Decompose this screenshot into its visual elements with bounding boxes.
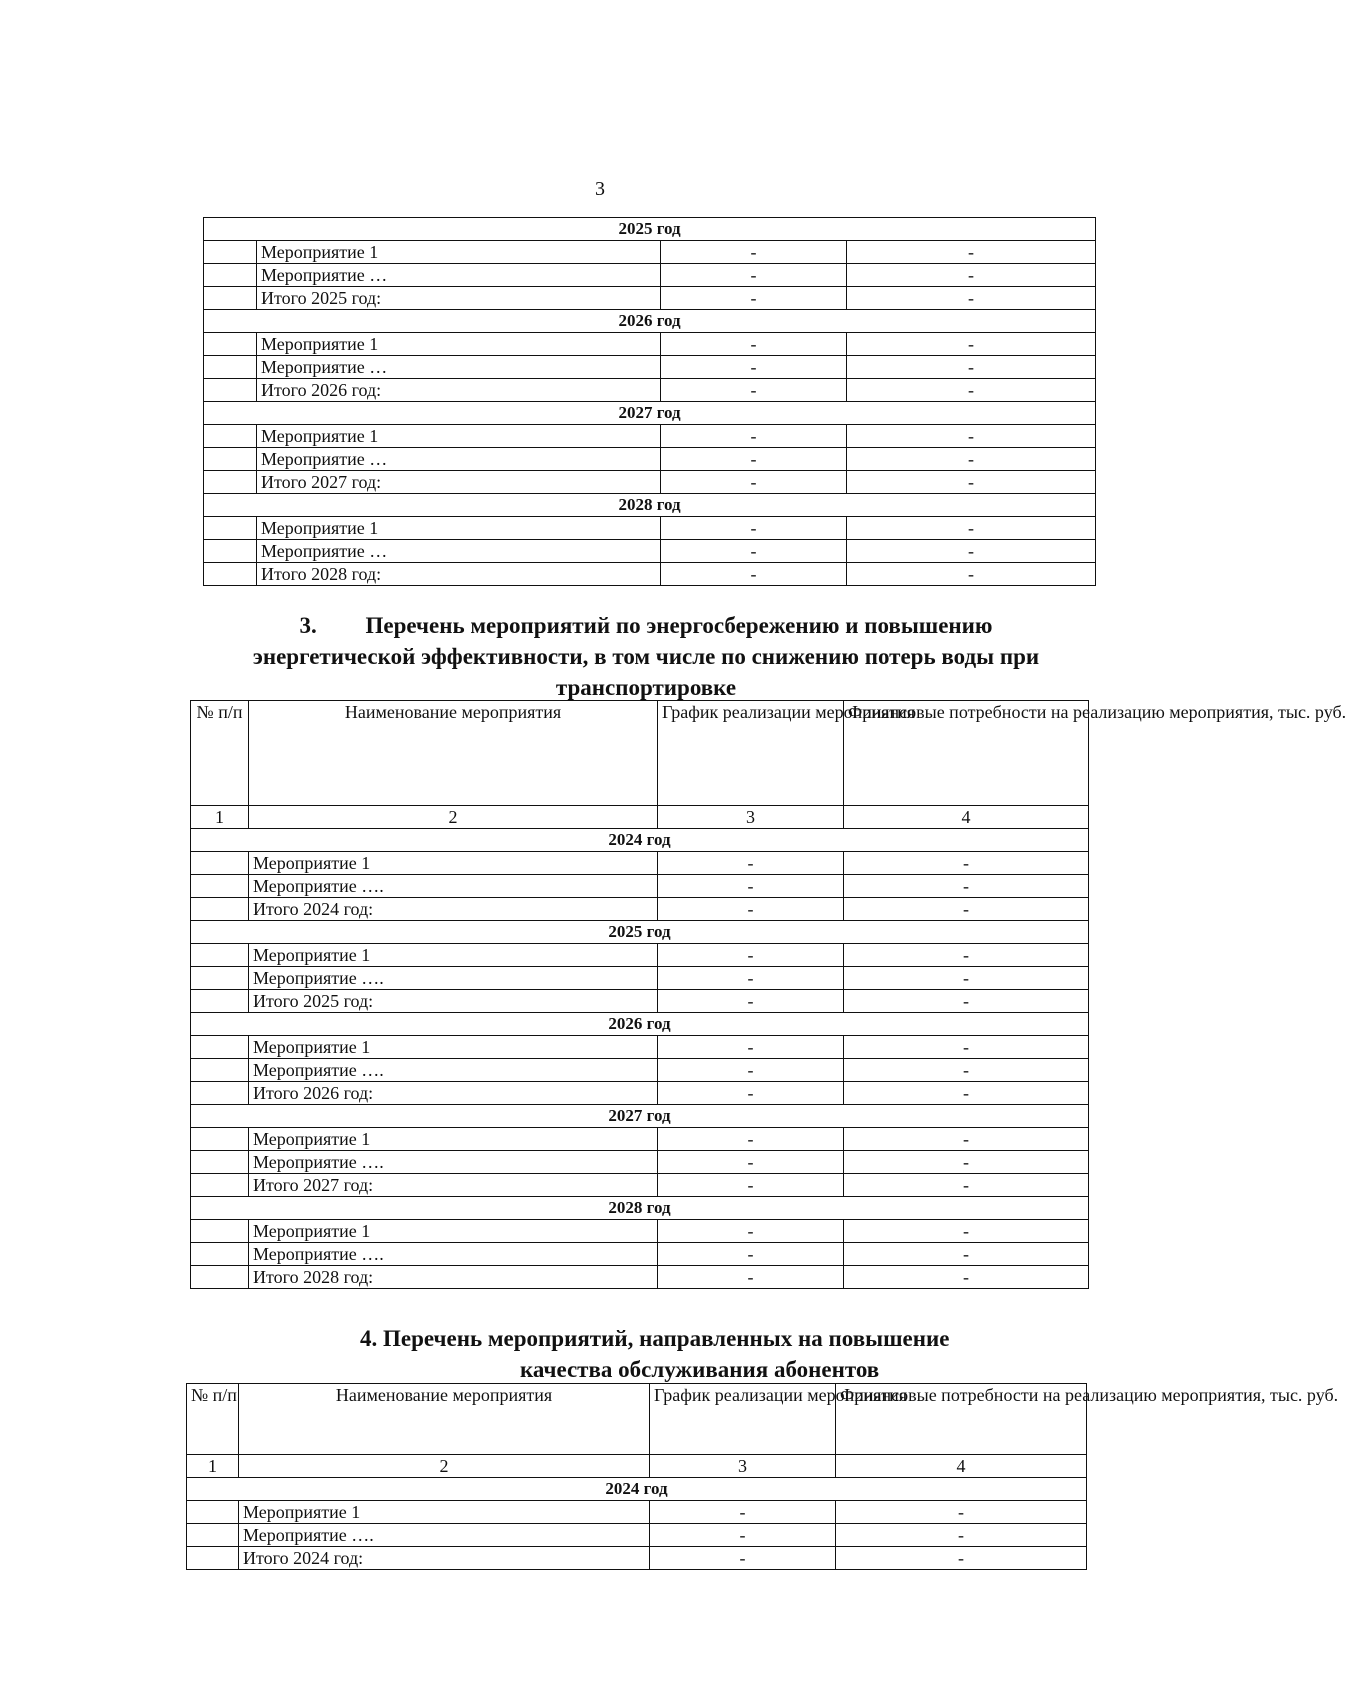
col-header-schedule: График реализации мероприятия [650, 1384, 836, 1455]
num-cell [204, 563, 257, 586]
section-4-title-line-1: Перечень мероприятий, направленных на повышение [383, 1326, 950, 1351]
table-continued [203, 217, 1096, 586]
finance-cell: - [847, 356, 1096, 379]
year-label: 2025 год [204, 218, 1096, 241]
total-label: Итого 2028 год: [249, 1266, 658, 1289]
num-cell [187, 1524, 239, 1547]
measure-name: Мероприятие …. [249, 875, 658, 898]
year-label: 2025 год [191, 921, 1089, 944]
table-row [204, 448, 1096, 471]
schedule-cell: - [661, 333, 847, 356]
col-header-finance: Финансовые потребности на реализацию мероприятия, тыс. руб. [844, 701, 1089, 806]
finance-cell: - [844, 1036, 1089, 1059]
measure-name: Мероприятие 1 [257, 241, 661, 264]
total-label: Итого 2025 год: [249, 990, 658, 1013]
table-row [187, 1501, 1087, 1524]
finance-cell: - [847, 241, 1096, 264]
schedule-cell: - [650, 1501, 836, 1524]
table-row [191, 967, 1089, 990]
col-number: 4 [836, 1455, 1087, 1478]
table-row [187, 1524, 1087, 1547]
schedule-cell: - [661, 264, 847, 287]
schedule-cell: - [661, 379, 847, 402]
finance-cell: - [836, 1524, 1087, 1547]
finance-cell: - [844, 898, 1089, 921]
year-label: 2028 год [204, 494, 1096, 517]
num-cell [187, 1547, 239, 1570]
finance-cell: - [844, 967, 1089, 990]
header-row [191, 701, 1089, 806]
table-row [191, 944, 1089, 967]
schedule-cell: - [650, 1524, 836, 1547]
measure-name: Мероприятие … [257, 264, 661, 287]
measure-name: Мероприятие 1 [249, 944, 658, 967]
finance-cell: - [847, 517, 1096, 540]
section-3-title-line-1: Перечень мероприятий по энергосбережению и повышению [365, 613, 993, 638]
schedule-cell: - [661, 356, 847, 379]
num-cell [191, 990, 249, 1013]
finance-cell: - [844, 944, 1089, 967]
total-row [204, 471, 1096, 494]
finance-cell: - [844, 1266, 1089, 1289]
num-cell [191, 1059, 249, 1082]
num-cell [204, 356, 257, 379]
finance-cell: - [844, 1128, 1089, 1151]
table-row [191, 1220, 1089, 1243]
year-label: 2028 год [191, 1197, 1089, 1220]
table-row [191, 1151, 1089, 1174]
col-header-name: Наименование мероприятия [239, 1384, 650, 1455]
num-cell [204, 241, 257, 264]
num-cell [204, 448, 257, 471]
measure-name: Мероприятие …. [249, 1151, 658, 1174]
finance-cell: - [844, 1082, 1089, 1105]
column-numbers-row [187, 1455, 1087, 1478]
schedule-cell: - [658, 1243, 844, 1266]
schedule-cell: - [658, 852, 844, 875]
measure-name: Мероприятие 1 [249, 852, 658, 875]
num-cell [204, 517, 257, 540]
finance-cell: - [844, 852, 1089, 875]
finance-cell: - [844, 1174, 1089, 1197]
num-cell [191, 875, 249, 898]
year-label: 2027 год [191, 1105, 1089, 1128]
header-row [187, 1384, 1087, 1455]
table-row [191, 1036, 1089, 1059]
col-number: 3 [650, 1455, 836, 1478]
table-row [191, 1128, 1089, 1151]
table-row [204, 264, 1096, 287]
table-row [204, 241, 1096, 264]
year-row [204, 402, 1096, 425]
schedule-cell: - [650, 1547, 836, 1570]
total-row [204, 379, 1096, 402]
measure-name: Мероприятие …. [249, 1059, 658, 1082]
num-cell [191, 1266, 249, 1289]
num-cell [191, 1220, 249, 1243]
measure-name: Мероприятие … [257, 448, 661, 471]
schedule-cell: - [658, 898, 844, 921]
year-row [204, 218, 1096, 241]
schedule-cell: - [661, 448, 847, 471]
section-3-number: 3. [299, 613, 317, 638]
measure-name: Мероприятие …. [249, 967, 658, 990]
schedule-cell: - [661, 540, 847, 563]
measure-name: Мероприятие 1 [239, 1501, 650, 1524]
total-label: Итого 2026 год: [257, 379, 661, 402]
num-cell [191, 1243, 249, 1266]
column-numbers-row [191, 806, 1089, 829]
finance-cell: - [836, 1547, 1087, 1570]
schedule-cell: - [658, 1174, 844, 1197]
total-row [191, 898, 1089, 921]
col-header-num: № п/п [187, 1384, 239, 1455]
total-label: Итого 2026 год: [249, 1082, 658, 1105]
total-row [187, 1547, 1087, 1570]
table-row [204, 517, 1096, 540]
section-4-heading [360, 1323, 1060, 1385]
col-header-finance: Финансовые потребности на реализацию мероприятия, тыс. руб. [836, 1384, 1087, 1455]
schedule-cell: - [661, 241, 847, 264]
col-number: 3 [658, 806, 844, 829]
num-cell [204, 379, 257, 402]
num-cell [191, 1151, 249, 1174]
total-label: Итого 2028 год: [257, 563, 661, 586]
finance-cell: - [847, 471, 1096, 494]
total-row [191, 990, 1089, 1013]
schedule-cell: - [658, 944, 844, 967]
total-row [204, 287, 1096, 310]
table-body [191, 829, 1089, 1289]
section-3-title-line-3: транспортировке [555, 675, 737, 700]
schedule-cell: - [661, 517, 847, 540]
table-row [204, 540, 1096, 563]
num-cell [191, 944, 249, 967]
year-row [204, 310, 1096, 333]
year-row [191, 921, 1089, 944]
schedule-cell: - [658, 1128, 844, 1151]
year-label: 2026 год [204, 310, 1096, 333]
year-row [191, 1197, 1089, 1220]
year-label: 2024 год [191, 829, 1089, 852]
num-cell [191, 1128, 249, 1151]
schedule-cell: - [661, 287, 847, 310]
col-number: 1 [187, 1455, 239, 1478]
finance-cell: - [844, 990, 1089, 1013]
measure-name: Мероприятие 1 [257, 333, 661, 356]
total-row [191, 1082, 1089, 1105]
year-row [191, 1105, 1089, 1128]
finance-cell: - [847, 448, 1096, 471]
year-label: 2024 год [187, 1478, 1087, 1501]
finance-cell: - [836, 1501, 1087, 1524]
num-cell [191, 1082, 249, 1105]
measure-name: Мероприятие 1 [249, 1036, 658, 1059]
measure-name: Мероприятие 1 [249, 1220, 658, 1243]
total-row [191, 1266, 1089, 1289]
table-row [191, 1059, 1089, 1082]
num-cell [204, 264, 257, 287]
finance-cell: - [847, 563, 1096, 586]
schedule-cell: - [658, 1082, 844, 1105]
num-cell [204, 471, 257, 494]
finance-cell: - [847, 379, 1096, 402]
schedule-cell: - [658, 875, 844, 898]
total-label: Итого 2024 год: [239, 1547, 650, 1570]
finance-cell: - [844, 1151, 1089, 1174]
table-body [204, 218, 1096, 586]
year-label: 2026 год [191, 1013, 1089, 1036]
num-cell [191, 967, 249, 990]
section-3-heading [196, 610, 1096, 703]
section-4-table [186, 1383, 1339, 1570]
schedule-cell: - [658, 1059, 844, 1082]
measure-name: Мероприятие …. [239, 1524, 650, 1547]
num-cell [191, 898, 249, 921]
table-row [204, 425, 1096, 448]
num-cell [191, 1036, 249, 1059]
section-4-title-line-2: качества обслуживания абонентов [520, 1357, 880, 1382]
schedule-cell: - [661, 425, 847, 448]
col-number: 2 [239, 1455, 650, 1478]
num-cell [191, 1174, 249, 1197]
num-cell [204, 425, 257, 448]
section-3-table [190, 700, 1346, 1289]
col-number: 1 [191, 806, 249, 829]
schedule-cell: - [661, 471, 847, 494]
num-cell [204, 287, 257, 310]
total-label: Итого 2024 год: [249, 898, 658, 921]
total-label: Итого 2025 год: [257, 287, 661, 310]
measure-name: Мероприятие … [257, 540, 661, 563]
total-label: Итого 2027 год: [249, 1174, 658, 1197]
num-cell [204, 540, 257, 563]
schedule-cell: - [658, 990, 844, 1013]
schedule-cell: - [658, 1266, 844, 1289]
table-row [204, 333, 1096, 356]
finance-cell: - [844, 1243, 1089, 1266]
page-number: 3 [595, 178, 605, 200]
table-body [187, 1478, 1087, 1570]
num-cell [191, 852, 249, 875]
finance-cell: - [847, 333, 1096, 356]
total-row [204, 563, 1096, 586]
finance-cell: - [847, 287, 1096, 310]
year-label: 2027 год [204, 402, 1096, 425]
table-row [191, 1243, 1089, 1266]
table-row [191, 852, 1089, 875]
measure-name: Мероприятие 1 [249, 1128, 658, 1151]
measure-name: Мероприятие … [257, 356, 661, 379]
year-row [204, 494, 1096, 517]
num-cell [204, 333, 257, 356]
finance-cell: - [844, 1220, 1089, 1243]
col-number: 4 [844, 806, 1089, 829]
total-row [191, 1174, 1089, 1197]
measure-name: Мероприятие 1 [257, 425, 661, 448]
num-cell [187, 1501, 239, 1524]
col-number: 2 [249, 806, 658, 829]
year-row [187, 1478, 1087, 1501]
col-header-name: Наименование мероприятия [249, 701, 658, 806]
schedule-cell: - [658, 1036, 844, 1059]
total-label: Итого 2027 год: [257, 471, 661, 494]
col-header-schedule: График реализации мероприятия [658, 701, 844, 806]
table-row [204, 356, 1096, 379]
year-row [191, 1013, 1089, 1036]
year-row [191, 829, 1089, 852]
schedule-cell: - [658, 1220, 844, 1243]
finance-cell: - [844, 1059, 1089, 1082]
finance-cell: - [844, 875, 1089, 898]
section-4-number: 4. [360, 1326, 378, 1351]
measure-name: Мероприятие 1 [257, 517, 661, 540]
finance-cell: - [847, 264, 1096, 287]
schedule-cell: - [658, 1151, 844, 1174]
schedule-cell: - [661, 563, 847, 586]
finance-cell: - [847, 425, 1096, 448]
col-header-num: № п/п [191, 701, 249, 806]
finance-cell: - [847, 540, 1096, 563]
measure-name: Мероприятие …. [249, 1243, 658, 1266]
table-row [191, 875, 1089, 898]
section-3-title-line-2: энергетической эффективности, в том числе по снижению потерь воды при [252, 644, 1040, 669]
schedule-cell: - [658, 967, 844, 990]
